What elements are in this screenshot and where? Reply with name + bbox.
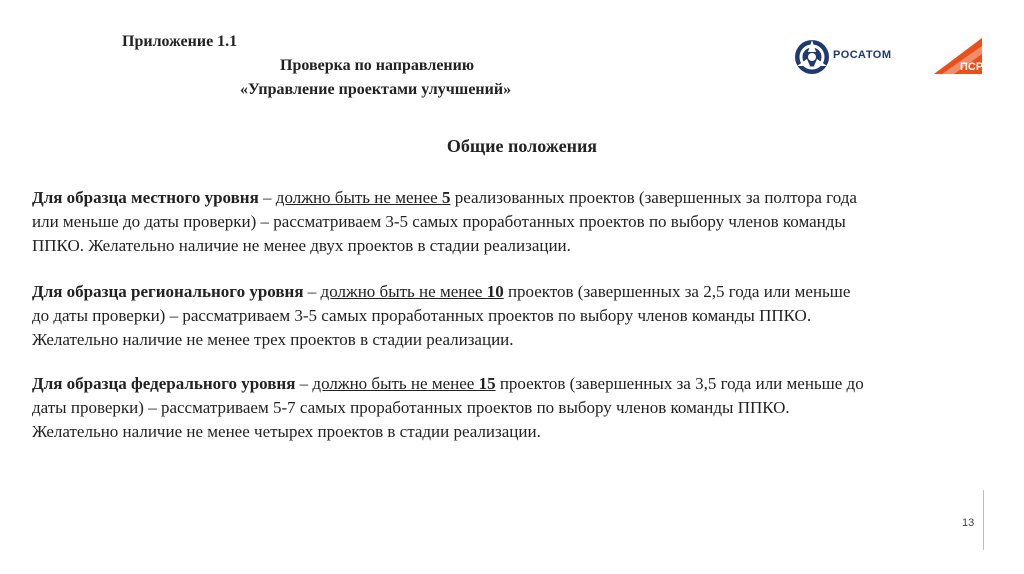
project-count: 5 — [441, 188, 451, 207]
appendix-label: Приложение 1.1 — [122, 33, 238, 50]
project-count: 10 — [486, 282, 504, 301]
psr-logo — [934, 38, 982, 74]
paragraph-line: Желательно наличие не менее четырех проектов в стадии реализации. — [32, 422, 541, 441]
rosatom-logo — [793, 38, 913, 76]
title-line-1: Проверка по направлению — [280, 57, 475, 74]
title-line-2: «Управление проектами улучшений» — [240, 81, 512, 98]
paragraph-text: проектов (завершенных за 3,5 года или меньше до — [495, 374, 864, 393]
paragraph-federal-level — [32, 372, 982, 444]
paragraph-local-level — [32, 186, 982, 258]
psr-logo-text: ПСР — [960, 61, 982, 73]
paragraph-line: даты проверки) – рассматриваем 5-7 самых проработанных проектов по выбору членов команды ППКО. — [32, 398, 790, 417]
paragraph-line — [32, 280, 982, 304]
footer-divider — [983, 490, 984, 550]
rosatom-logo-text: РОСАТОМ — [833, 49, 892, 61]
page-number: 13 — [962, 517, 975, 529]
rosatom-atom-icon — [793, 38, 831, 76]
psr-logo-icon — [934, 38, 982, 74]
project-count: 15 — [478, 374, 496, 393]
requirement-text: должно быть не менее — [312, 374, 479, 393]
paragraph-text: проектов (завершенных за 2,5 года или меньше — [503, 282, 851, 301]
paragraph-regional-level — [32, 280, 982, 352]
paragraph-line: ППКО. Желательно наличие не менее двух проектов в стадии реализации. — [32, 236, 571, 255]
requirement-text: должно быть не менее — [320, 282, 487, 301]
requirement-text: должно быть не менее — [275, 188, 442, 207]
dash: – — [258, 188, 276, 207]
paragraph-line: до даты проверки) – рассматриваем 3-5 самых проработанных проектов по выбору членов команды ППКО. — [32, 306, 812, 325]
paragraph-line — [32, 372, 982, 396]
section-heading: Общие положения — [446, 136, 598, 156]
paragraph-text: реализованных проектов (завершенных за полтора года — [450, 188, 857, 207]
paragraph-line: Желательно наличие не менее трех проектов в стадии реализации. — [32, 330, 514, 349]
dash: – — [295, 374, 313, 393]
level-label: Для образца местного уровня — [32, 188, 259, 207]
level-label: Для образца регионального уровня — [32, 282, 304, 301]
paragraph-line: или меньше до даты проверки) – рассматриваем 3-5 самых проработанных проектов по выбору членов команды — [32, 212, 846, 231]
paragraph-line — [32, 186, 982, 210]
level-label: Для образца федерального уровня — [32, 374, 296, 393]
dash: – — [303, 282, 321, 301]
